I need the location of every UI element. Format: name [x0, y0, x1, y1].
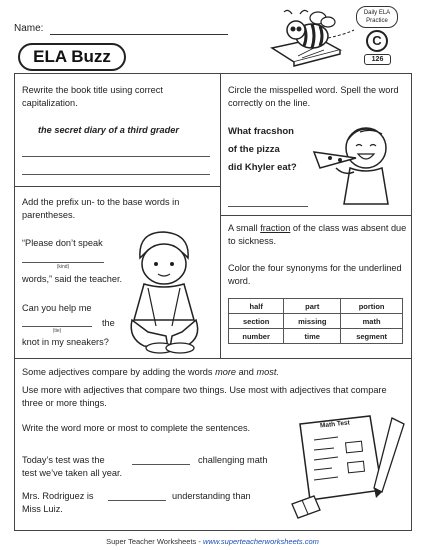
name-field[interactable]	[50, 34, 228, 35]
question-line-3: did Khyler eat?	[228, 162, 297, 173]
box5-intro: Some adjectives compare by adding the words more and most.	[22, 367, 279, 377]
divider-right	[220, 215, 412, 216]
divider-bottom	[14, 358, 412, 359]
quote-end: words,” said the teacher.	[22, 274, 123, 284]
question-line-2: of the pizza	[228, 144, 280, 155]
divider-left	[14, 186, 220, 187]
badge-label: Daily ELA Practice	[356, 6, 398, 28]
synonym-grid	[228, 298, 403, 344]
synonym-cell[interactable]: part	[284, 299, 341, 314]
bee-icon	[268, 8, 360, 70]
pizza-boy-illustration	[310, 112, 406, 208]
footer: Super Teacher Worksheets - www.superteacherworksheets.com	[106, 537, 319, 546]
box3-instruction: Add the prefix un- to the base words in parentheses.	[22, 197, 180, 220]
answer-line-1[interactable]	[22, 156, 210, 157]
box4-instruction: Color the four synonyms for the underlined word.	[228, 263, 402, 286]
synonym-cell[interactable]: half	[229, 299, 284, 314]
answer-line-2[interactable]	[22, 174, 210, 175]
prefix-answer-line-1[interactable]	[22, 262, 104, 263]
book-title: the secret diary of a third grader	[38, 125, 179, 135]
synonym-cell[interactable]: time	[284, 329, 341, 344]
sentence1-pre: Today’s test was the	[22, 455, 105, 465]
box2-instruction: Circle the misspelled word. Spell the word correctly on the line.	[228, 85, 399, 108]
sentence2-post: understanding than	[172, 491, 251, 501]
hint-kind: (kind)	[56, 264, 70, 270]
question2-the: the	[102, 318, 115, 328]
math-test-title: Math Test	[319, 419, 351, 430]
synonym-cell[interactable]: portion	[341, 299, 403, 314]
question2-start: Can you help me	[22, 303, 92, 313]
page-title: ELA Buzz	[18, 43, 126, 71]
question-line-1: What fracshon	[228, 126, 294, 137]
badge-number: 126	[364, 54, 391, 65]
more-most-answer-2[interactable]	[108, 500, 166, 501]
prefix-answer-line-2[interactable]	[22, 326, 92, 327]
badge-letter: C	[366, 30, 388, 52]
fraction-sentence: A small fraction of the class was absent due to sickness.	[228, 223, 407, 246]
box5-use-line: Use more with adjectives that compare two things. Use most with adjectives that compare three or more things.	[22, 385, 387, 408]
sentence1-post: challenging math	[198, 455, 268, 465]
daily-practice-badge	[356, 6, 398, 66]
sentence2-line2: Miss Luiz.	[22, 504, 63, 514]
synonym-cell[interactable]: section	[229, 314, 284, 329]
question2-end: knot in my sneakers?	[22, 337, 109, 347]
math-test-illustration	[288, 414, 408, 524]
boy-tying-shoe-illustration	[118, 228, 210, 356]
footer-link[interactable]: www.superteacherworksheets.com	[202, 537, 319, 546]
hint-tie: (tie)	[52, 328, 62, 334]
more-most-answer-1[interactable]	[132, 464, 190, 465]
underlined-word: fraction	[260, 223, 291, 233]
name-label: Name:	[14, 23, 44, 34]
box1-instruction: Rewrite the book title using correct capitalization.	[22, 85, 163, 108]
sentence2-pre: Mrs. Rodriguez is	[22, 491, 94, 501]
quote-start: “Please don’t speak	[22, 238, 103, 248]
spelling-answer-line[interactable]	[228, 206, 308, 207]
synonym-cell[interactable]: math	[341, 314, 403, 329]
box5-instruction: Write the word more or most to complete the sentences.	[22, 423, 251, 433]
sentence1-line2: test we’ve taken all year.	[22, 468, 123, 478]
synonym-cell[interactable]: segment	[341, 329, 403, 344]
synonym-cell[interactable]: missing	[284, 314, 341, 329]
synonym-cell[interactable]: number	[229, 329, 284, 344]
